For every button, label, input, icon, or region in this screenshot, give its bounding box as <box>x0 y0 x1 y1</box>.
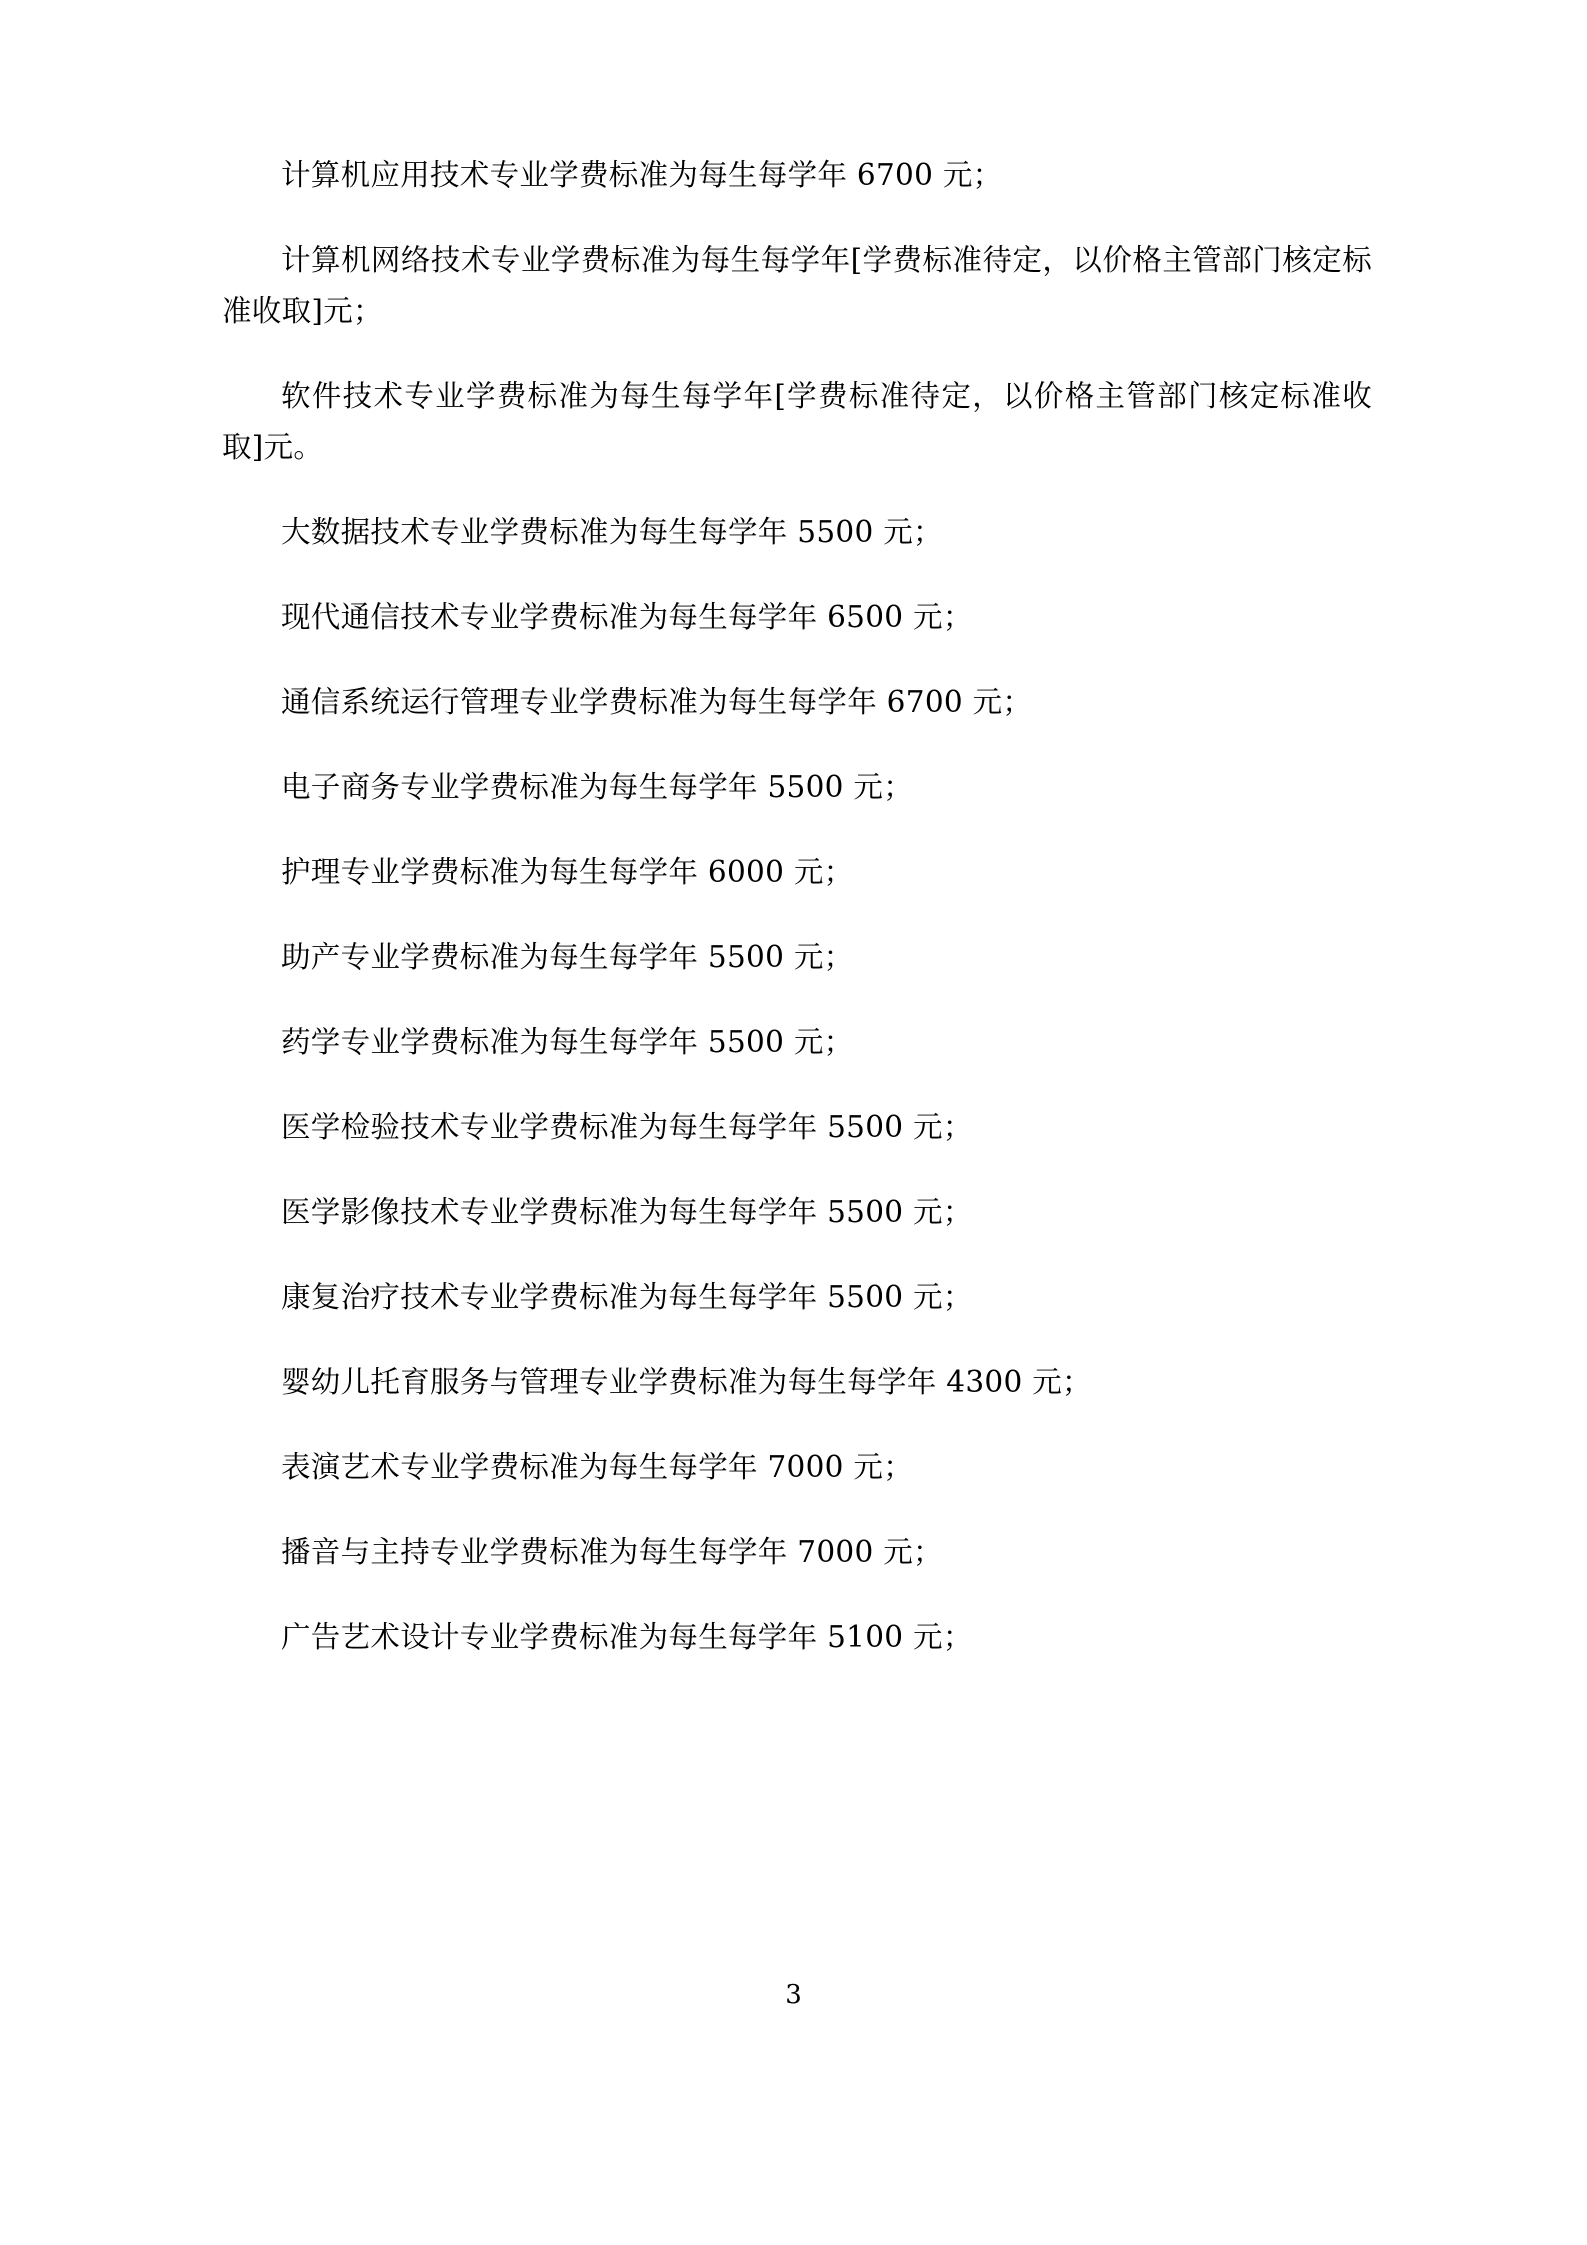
paragraph: 助产专业学费标准为每生每学年 5500 元； <box>281 940 854 974</box>
paragraph: 软件技术专业学费标准为每生每学年[学费标准待定，以价格主管部门核定标准收取]元。 <box>222 379 1372 464</box>
paragraph: 广告艺术设计专业学费标准为每生每学年 5100 元； <box>281 1620 973 1654</box>
paragraph: 通信系统运行管理专业学费标准为每生每学年 6700 元； <box>281 685 1033 719</box>
paragraph: 药学专业学费标准为每生每学年 5500 元； <box>281 1025 854 1059</box>
paragraph: 计算机应用技术专业学费标准为每生每学年 6700 元； <box>281 158 1003 192</box>
paragraph: 大数据技术专业学费标准为每生每学年 5500 元； <box>281 515 943 549</box>
paragraph: 康复治疗技术专业学费标准为每生每学年 5500 元； <box>281 1280 973 1314</box>
paragraph: 计算机网络技术专业学费标准为每生每学年[学费标准待定，以价格主管部门核定标准收取]元； <box>222 243 1372 328</box>
paragraph: 播音与主持专业学费标准为每生每学年 7000 元； <box>281 1535 943 1569</box>
paragraph: 护理专业学费标准为每生每学年 6000 元； <box>281 855 854 889</box>
document-body <box>222 150 1372 1663</box>
page-number: 3 <box>785 1980 802 2010</box>
paragraph: 表演艺术专业学费标准为每生每学年 7000 元； <box>281 1450 914 1484</box>
paragraph: 婴幼儿托育服务与管理专业学费标准为每生每学年 4300 元； <box>281 1365 1092 1399</box>
paragraph: 医学影像技术专业学费标准为每生每学年 5500 元； <box>281 1195 973 1229</box>
paragraph: 现代通信技术专业学费标准为每生每学年 6500 元； <box>281 600 973 634</box>
paragraph: 医学检验技术专业学费标准为每生每学年 5500 元； <box>281 1110 973 1144</box>
paragraph: 电子商务专业学费标准为每生每学年 5500 元； <box>281 770 914 804</box>
